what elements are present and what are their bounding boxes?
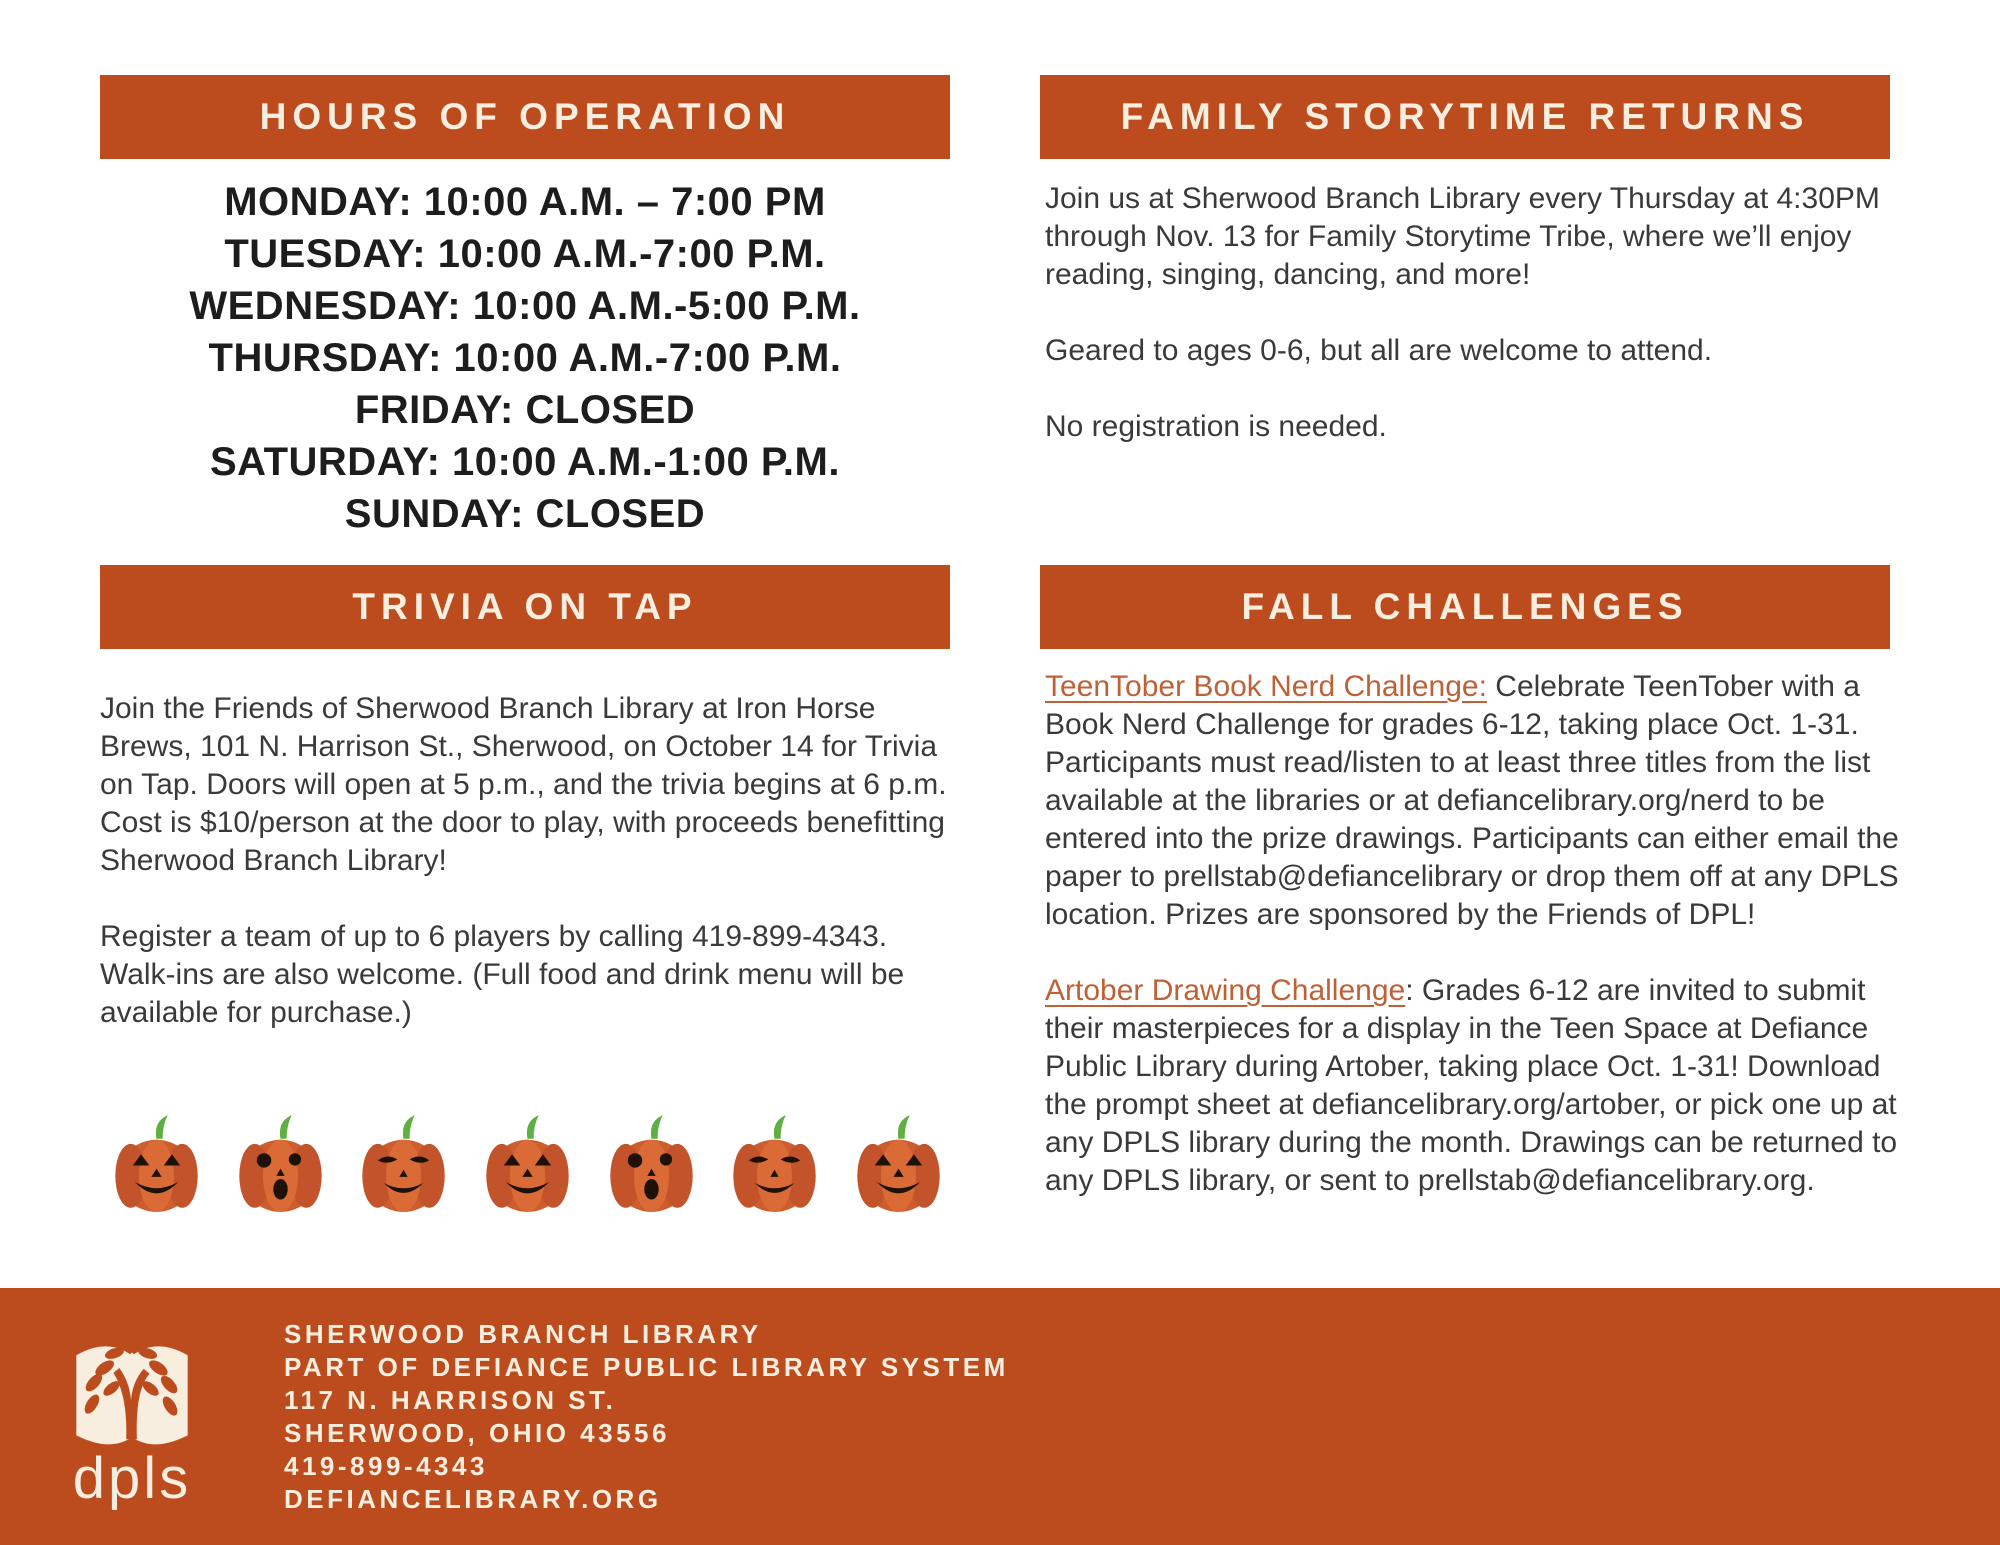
hours-line-saturday: SATURDAY: 10:00 A.M.-1:00 P.M.	[210, 440, 840, 484]
trivia-paragraph-2: Register a team of up to 6 players by calling 419-899-4343. Walk-ins are also welcome. (Full food and drink menu will be available for purchase.)	[100, 920, 905, 1029]
footer	[0, 1288, 2000, 1545]
footer-line-website: DEFIANCELIBRARY.ORG	[284, 1483, 662, 1514]
footer-line-city: SHERWOOD, OHIO 43556	[284, 1417, 670, 1448]
dpls-book-tree-icon	[57, 1324, 207, 1449]
teentober-paragraph	[1045, 668, 1915, 934]
trivia-on-tap-banner	[100, 565, 950, 649]
hours-line-thursday: THURSDAY: 10:00 A.M.-7:00 P.M.	[208, 336, 842, 380]
pumpkin-row	[105, 1112, 950, 1215]
hours-line-sunday: SUNDAY: CLOSED	[344, 492, 706, 536]
storytime-paragraph-2: Geared to ages 0-6, but all are welcome to attend.	[1045, 334, 1713, 367]
fall-challenges-title: FALL CHALLENGES	[1241, 586, 1689, 627]
artober-challenge-link[interactable]: Artober Drawing Challenge	[1045, 974, 1406, 1007]
hours-line-tuesday: TUESDAY: 10:00 A.M.-7:00 P.M.	[224, 232, 826, 276]
artober-paragraph	[1045, 972, 1915, 1200]
hours-line-monday: MONDAY: 10:00 A.M. – 7:00 PM	[224, 180, 826, 224]
trivia-on-tap-text	[100, 690, 955, 1032]
jack-o-lantern-sleepy-icon	[352, 1112, 455, 1215]
jack-o-lantern-happy-icon	[847, 1112, 950, 1215]
hours-of-operation-title: HOURS OF OPERATION	[259, 96, 791, 137]
footer-line-branch: SHERWOOD BRANCH LIBRARY	[284, 1318, 762, 1349]
hours-list	[75, 176, 975, 540]
footer-line-system: PART OF DEFIANCE PUBLIC LIBRARY SYSTEM	[284, 1351, 1009, 1382]
teentober-challenge-link[interactable]: TeenTober Book Nerd Challenge:	[1045, 670, 1487, 703]
hours-line-friday: FRIDAY: CLOSED	[354, 388, 696, 432]
jack-o-lantern-happy-icon	[105, 1112, 208, 1215]
jack-o-lantern-sleepy-icon	[723, 1112, 826, 1215]
fall-challenges-banner	[1040, 565, 1890, 649]
storytime-paragraph-3: No registration is needed.	[1045, 410, 1387, 443]
fall-challenges-text	[1045, 668, 1915, 1200]
family-storytime-text	[1045, 180, 1910, 446]
family-storytime-title: FAMILY STORYTIME RETURNS	[1120, 96, 1810, 137]
footer-address-block	[284, 1318, 1009, 1516]
jack-o-lantern-surprised-icon	[229, 1112, 332, 1215]
footer-line-street: 117 N. HARRISON ST.	[284, 1384, 617, 1415]
hours-of-operation-banner	[100, 75, 950, 159]
artober-challenge-text: : Grades 6-12 are invited to submit their masterpieces for a display in the Teen Space at Defiance Public Library during Artober, taking place Oct. 1-31! Download the prompt sheet at defiancelibrary.org/artober, or pick one up at any DPLS library during the month. Drawings can be returned to any DPLS library, or sent to prellstab@defiancelibrary.org.	[1045, 974, 1898, 1197]
dpls-logo	[42, 1324, 222, 1509]
jack-o-lantern-surprised-icon	[600, 1112, 703, 1215]
family-storytime-banner	[1040, 75, 1890, 159]
dpls-logo-text: dpls	[72, 1446, 192, 1511]
footer-line-phone: 419-899-4343	[284, 1450, 488, 1481]
teentober-challenge-text: Celebrate TeenTober with a Book Nerd Challenge for grades 6-12, taking place Oct. 1-31. Participants must read/listen to at least three titles from the list available at the libraries or at defiancelibrary.org/nerd to be entered into the prize drawings. Participants can either email the paper to prellstab@defiancelibrary or drop them off at any DPLS location. Prizes are sponsored by the Friends of DPL!	[1045, 670, 1899, 931]
jack-o-lantern-happy-icon	[476, 1112, 579, 1215]
trivia-on-tap-title: TRIVIA ON TAP	[352, 586, 698, 627]
storytime-paragraph-1: Join us at Sherwood Branch Library every Thursday at 4:30PM through Nov. 13 for Family Storytime Tribe, where we’ll enjoy reading, singing, dancing, and more!	[1045, 182, 1880, 291]
hours-line-wednesday: WEDNESDAY: 10:00 A.M.-5:00 P.M.	[189, 284, 861, 328]
trivia-paragraph-1: Join the Friends of Sherwood Branch Library at Iron Horse Brews, 101 N. Harrison St., Sherwood, on October 14 for Trivia on Tap. Doors will open at 5 p.m., and the trivia begins at 6 p.m. Cost is $10/person at the door to play, with proceeds benefitting Sherwood Branch Library!	[100, 692, 947, 877]
